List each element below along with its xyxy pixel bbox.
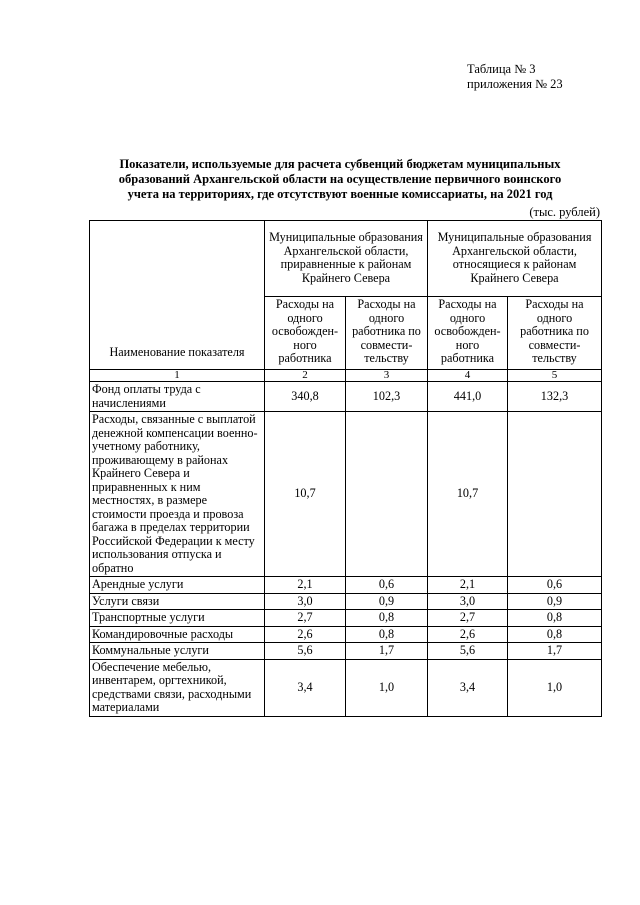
cell-value: 0,6 — [508, 577, 602, 594]
cell-value: 132,3 — [508, 382, 602, 412]
table-row — [90, 626, 602, 643]
table-number: Таблица № 3 — [467, 62, 536, 76]
row-label: Арендные услуги — [90, 577, 265, 594]
table-row — [90, 593, 602, 610]
row-label: Услуги связи — [90, 593, 265, 610]
row-label: Обеспечение мебелью, инвентарем, оргтехникой, средствами связи, расходными материалами — [90, 659, 265, 716]
table-row — [90, 382, 602, 412]
cell-value: 441,0 — [428, 382, 508, 412]
table-row — [90, 659, 602, 716]
header-indicator-name: Наименование показателя — [90, 221, 265, 370]
document-title: Показатели, используемые для расчета субвенций бюджетам муниципальных образований Архангельской области на осуществление первичного воинского учета на территориях, где отсутствуют военные комиссариаты, на 2021 год — [118, 157, 562, 201]
table-row — [90, 610, 602, 627]
header-freed-worker-1: Расходы на одного освобожден-ного работника — [265, 297, 346, 370]
row-label: Транспортные услуги — [90, 610, 265, 627]
cell-value: 2,1 — [265, 577, 346, 594]
row-label: Коммунальные услуги — [90, 643, 265, 660]
cell-value: 10,7 — [265, 412, 346, 577]
cell-value: 1,0 — [508, 659, 602, 716]
cell-value: 340,8 — [265, 382, 346, 412]
column-number: 5 — [508, 370, 602, 382]
appendix-reference — [467, 62, 563, 92]
cell-value: 3,0 — [428, 593, 508, 610]
cell-value: 1,7 — [346, 643, 428, 660]
column-number-row — [90, 370, 602, 382]
table-row — [90, 643, 602, 660]
header-parttime-worker-1: Расходы на одного работника по совмести-тельству — [346, 297, 428, 370]
column-number: 4 — [428, 370, 508, 382]
cell-value: 1,7 — [508, 643, 602, 660]
cell-value: 3,4 — [265, 659, 346, 716]
cell-value: 0,9 — [508, 593, 602, 610]
indicators-table — [89, 220, 602, 717]
cell-value: 3,4 — [428, 659, 508, 716]
header-freed-worker-2: Расходы на одного освобожден-ного работника — [428, 297, 508, 370]
column-number: 2 — [265, 370, 346, 382]
cell-value: 2,1 — [428, 577, 508, 594]
cell-value: 0,8 — [346, 610, 428, 627]
table-row — [90, 412, 602, 577]
cell-value: 0,6 — [346, 577, 428, 594]
cell-value: 3,0 — [265, 593, 346, 610]
cell-value: 0,8 — [508, 626, 602, 643]
cell-value: 0,8 — [508, 610, 602, 627]
table-row — [90, 577, 602, 594]
cell-value: 2,7 — [265, 610, 346, 627]
column-number: 1 — [90, 370, 265, 382]
cell-value: 0,8 — [346, 626, 428, 643]
cell-value: 1,0 — [346, 659, 428, 716]
cell-value: 0,9 — [346, 593, 428, 610]
cell-value: 2,6 — [265, 626, 346, 643]
units-label: (тыс. рублей) — [529, 205, 600, 219]
cell-value — [346, 412, 428, 577]
row-label: Фонд оплаты труда с начислениями — [90, 382, 265, 412]
appendix-number: приложения № 23 — [467, 77, 563, 91]
row-label: Расходы, связанные с выплатой денежной компенсации военно-учетному работнику, проживающему в районах Крайнего Севера и приравненных к ним местностях, в размере стоимости проезда и провоза багажа в пределах территории Российской Федерации к месту использования отпуска и обратно — [90, 412, 265, 577]
cell-value — [508, 412, 602, 577]
header-parttime-worker-2: Расходы на одного работника по совмести-тельству — [508, 297, 602, 370]
cell-value: 10,7 — [428, 412, 508, 577]
cell-value: 5,6 — [428, 643, 508, 660]
cell-value: 102,3 — [346, 382, 428, 412]
header-group-equivalent-north: Муниципальные образования Архангельской области, приравненные к районам Крайнего Севера — [265, 221, 428, 297]
cell-value: 5,6 — [265, 643, 346, 660]
cell-value: 2,6 — [428, 626, 508, 643]
header-group-far-north: Муниципальные образования Архангельской области, относящиеся к районам Крайнего Севера — [428, 221, 602, 297]
row-label: Командировочные расходы — [90, 626, 265, 643]
cell-value: 2,7 — [428, 610, 508, 627]
column-number: 3 — [346, 370, 428, 382]
